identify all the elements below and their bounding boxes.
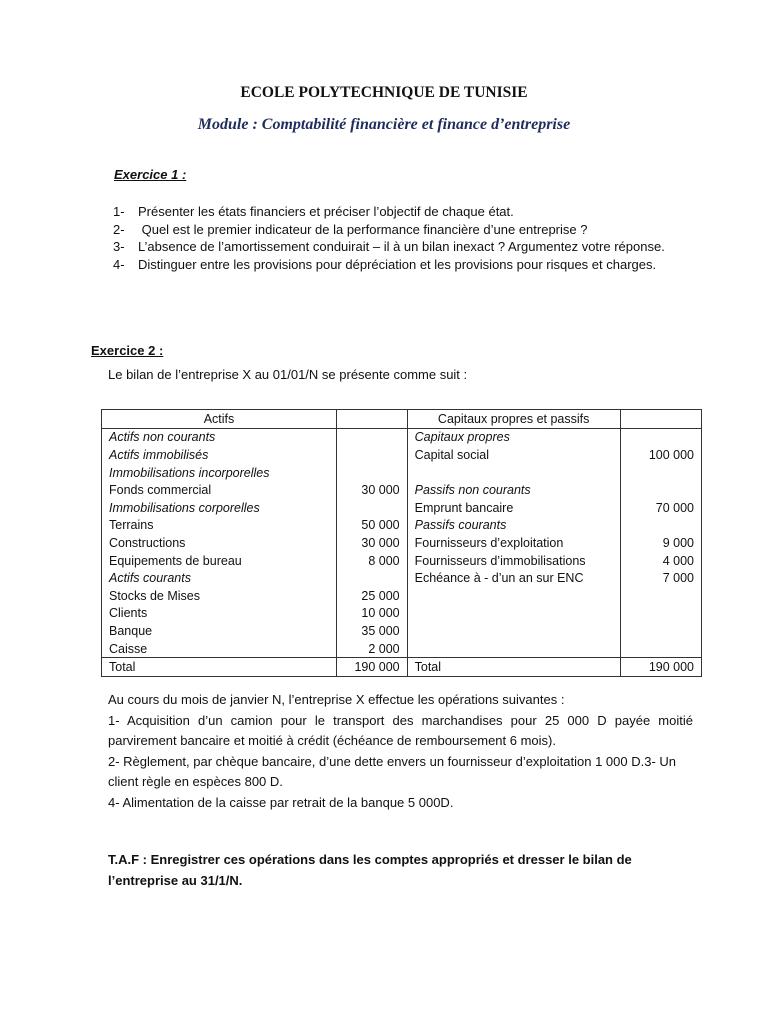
asset-label: Fonds commercial bbox=[102, 481, 337, 499]
table-row bbox=[102, 534, 702, 552]
liability-amount bbox=[620, 640, 701, 658]
liability-amount: 9 000 bbox=[620, 534, 701, 552]
table-row bbox=[102, 587, 702, 605]
question-text: Présenter les états financiers et préciser l’objectif de chaque état. bbox=[138, 204, 514, 219]
liability-label: Fournisseurs d’exploitation bbox=[407, 534, 620, 552]
question-text: Quel est le premier indicateur de la performance financière d’une entreprise ? bbox=[138, 221, 588, 237]
table-row bbox=[102, 517, 702, 535]
liability-label bbox=[407, 605, 620, 623]
assets-total-label: Total bbox=[102, 658, 337, 677]
liability-amount bbox=[620, 622, 701, 640]
question-item bbox=[113, 221, 677, 239]
liability-label: Passifs courants bbox=[407, 517, 620, 535]
asset-label: Immobilisations corporelles bbox=[102, 499, 337, 517]
operation-item: 4- Alimentation de la caisse par retrait de la banque 5 000D. bbox=[108, 794, 454, 810]
operations-section bbox=[108, 690, 693, 813]
table-row bbox=[102, 552, 702, 570]
asset-label: Clients bbox=[102, 605, 337, 623]
liability-label: Echéance à - d’un an sur ENC bbox=[407, 569, 620, 587]
table-row bbox=[102, 428, 702, 446]
asset-label: Immobilisations incorporelles bbox=[102, 464, 337, 482]
liability-amount bbox=[620, 481, 701, 499]
table-header-row bbox=[102, 410, 702, 429]
question-number: 1- bbox=[113, 204, 125, 219]
liability-amount: 7 000 bbox=[620, 569, 701, 587]
asset-label: Constructions bbox=[102, 534, 337, 552]
asset-amount: 50 000 bbox=[336, 517, 407, 535]
liability-amount: 70 000 bbox=[620, 499, 701, 517]
asset-label: Actifs non courants bbox=[102, 428, 337, 446]
table-row bbox=[102, 446, 702, 464]
question-text: Distinguer entre les provisions pour dépréciation et les provisions pour risques et charges. bbox=[138, 256, 657, 272]
liability-amount: 4 000 bbox=[620, 552, 701, 570]
liability-amount bbox=[620, 587, 701, 605]
liability-amount bbox=[620, 428, 701, 446]
liability-amount: 100 000 bbox=[620, 446, 701, 464]
table-row bbox=[102, 622, 702, 640]
question-item bbox=[113, 203, 677, 221]
asset-label: Banque bbox=[102, 622, 337, 640]
table-body bbox=[102, 428, 702, 676]
asset-label: Actifs immobilisés bbox=[102, 446, 337, 464]
question-item bbox=[113, 238, 677, 256]
asset-label: Terrains bbox=[102, 517, 337, 535]
exercise-2-heading: Exercice 2 : bbox=[91, 343, 164, 358]
asset-amount: 8 000 bbox=[336, 552, 407, 570]
header-assets-amount bbox=[336, 410, 407, 429]
asset-amount bbox=[336, 428, 407, 446]
liability-label: Passifs non courants bbox=[407, 481, 620, 499]
liability-amount bbox=[620, 605, 701, 623]
liability-label: Capital social bbox=[407, 446, 620, 464]
liability-amount bbox=[620, 464, 701, 482]
liability-label: Fournisseurs d’immobilisations bbox=[407, 552, 620, 570]
question-item bbox=[113, 256, 677, 274]
assets-total-amount: 190 000 bbox=[336, 658, 407, 677]
school-title: ECOLE POLYTECHNIQUE DE TUNISIE bbox=[240, 84, 528, 101]
question-number: 4- bbox=[113, 256, 125, 272]
liabilities-total-amount: 190 000 bbox=[620, 658, 701, 677]
asset-amount bbox=[336, 446, 407, 464]
liabilities-total-label: Total bbox=[407, 658, 620, 677]
liability-label bbox=[407, 640, 620, 658]
header-assets: Actifs bbox=[102, 410, 337, 429]
header-liabilities-amount bbox=[620, 410, 701, 429]
liability-label bbox=[407, 622, 620, 640]
asset-amount: 30 000 bbox=[336, 534, 407, 552]
asset-amount: 30 000 bbox=[336, 481, 407, 499]
question-number: 2- bbox=[113, 221, 125, 237]
liability-amount bbox=[620, 517, 701, 535]
header-liabilities: Capitaux propres et passifs bbox=[407, 410, 620, 429]
table-row bbox=[102, 481, 702, 499]
asset-amount bbox=[336, 464, 407, 482]
task-instruction: T.A.F : Enregistrer ces opérations dans les comptes appropriés et dresser le bilan de l’entreprise au 31/1/N. bbox=[108, 852, 632, 888]
asset-amount: 35 000 bbox=[336, 622, 407, 640]
total-row bbox=[102, 658, 702, 677]
asset-label: Stocks de Mises bbox=[102, 587, 337, 605]
exercise-1-heading: Exercice 1 : bbox=[114, 167, 187, 182]
table-row bbox=[102, 640, 702, 658]
liability-label: Emprunt bancaire bbox=[407, 499, 620, 517]
question-text: L’absence de l’amortissement conduirait – il à un bilan inexact ? Argumentez votre réponse. bbox=[138, 239, 665, 255]
liability-label bbox=[407, 464, 620, 482]
exercise-2-intro: Le bilan de l’entreprise X au 01/01/N se présente comme suit : bbox=[108, 367, 468, 382]
asset-amount: 10 000 bbox=[336, 605, 407, 623]
table-row bbox=[102, 605, 702, 623]
asset-amount: 25 000 bbox=[336, 587, 407, 605]
liability-label bbox=[407, 587, 620, 605]
asset-amount bbox=[336, 569, 407, 587]
asset-label: Actifs courants bbox=[102, 569, 337, 587]
question-number: 3- bbox=[113, 239, 125, 255]
asset-label: Equipements de bureau bbox=[102, 552, 337, 570]
module-subtitle: Module : Comptabilité financière et finance d’entreprise bbox=[197, 116, 571, 133]
asset-label: Caisse bbox=[102, 640, 337, 658]
table-row bbox=[102, 499, 702, 517]
table-row bbox=[102, 569, 702, 587]
liability-label: Capitaux propres bbox=[407, 428, 620, 446]
operation-item: 2- Règlement, par chèque bancaire, d’une dette envers un fournisseur d’exploitation 1 000 D.3- Un client règle en espèces 800 D. bbox=[108, 753, 677, 789]
balance-sheet-table bbox=[101, 409, 702, 677]
table-row bbox=[102, 464, 702, 482]
asset-amount: 2 000 bbox=[336, 640, 407, 658]
asset-amount bbox=[336, 499, 407, 517]
exercise-1-questions bbox=[113, 203, 677, 273]
operations-intro: Au cours du mois de janvier N, l’entreprise X effectue les opérations suivantes : bbox=[108, 692, 565, 707]
operation-item: 1- Acquisition d’un camion pour le transport des marchandises pour 25 000 D payée moitié parvirement bancaire et moitié à crédit (échéance de remboursement 6 mois). bbox=[108, 712, 693, 748]
